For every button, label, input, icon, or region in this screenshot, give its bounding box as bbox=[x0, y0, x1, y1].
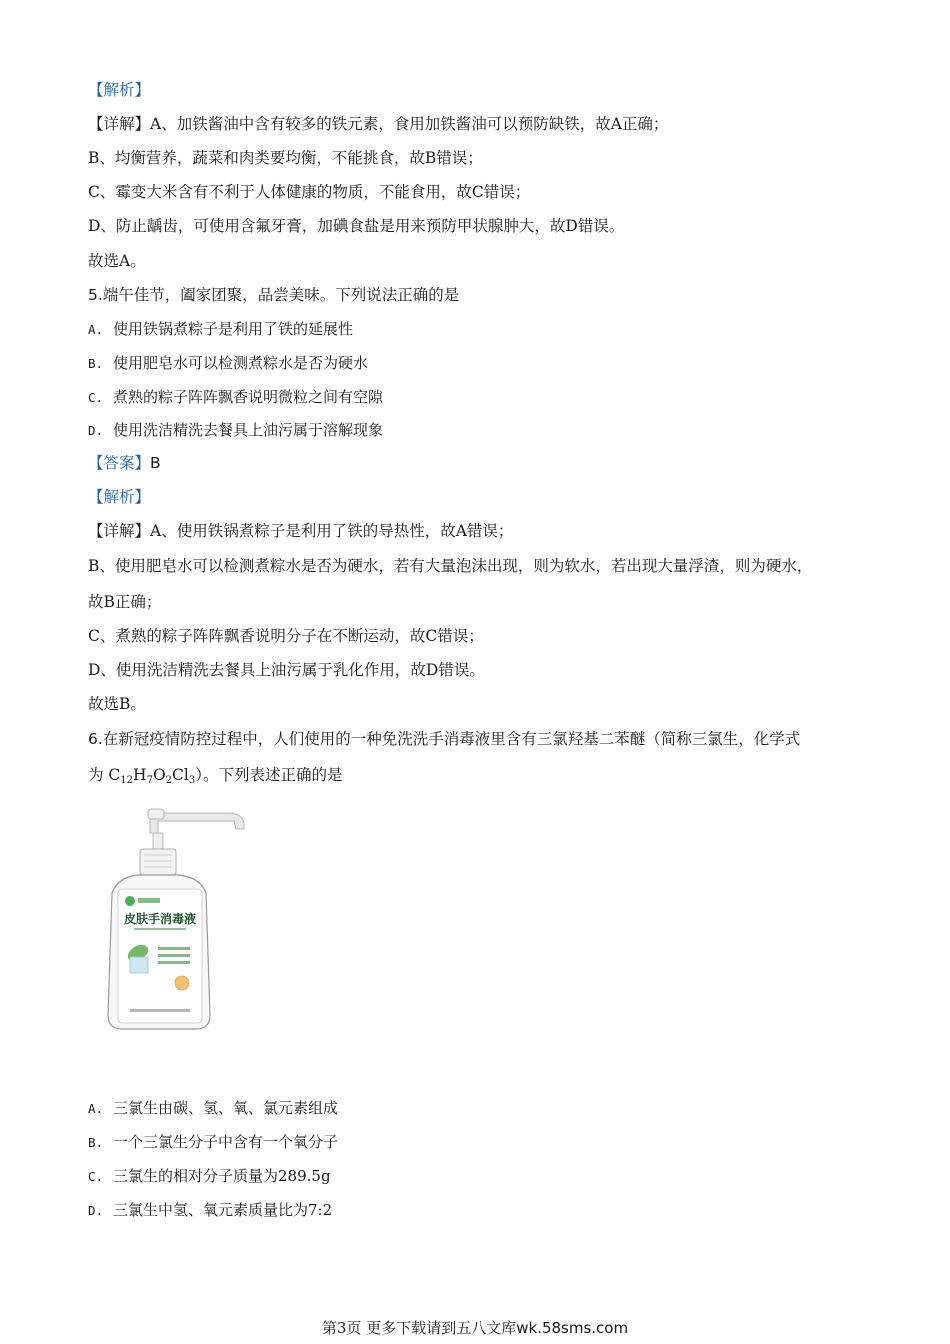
footer-link[interactable]: wk.58sms.com bbox=[516, 1319, 629, 1337]
detail-line-b: B、使用肥皂水可以检测煮粽水是否为硬水，若有大量泡沫出现，则为软水，若出现大量浮渣，则为硬水， bbox=[88, 557, 813, 575]
answer-line bbox=[88, 453, 161, 473]
sanitizer-bottle-image bbox=[100, 805, 250, 1035]
q6-option-b: B. 一个三氯生分子中含有一个氧分子 bbox=[88, 1133, 339, 1151]
page-number: 第3页 bbox=[321, 1319, 362, 1337]
bottle-label-title: 皮肤手消毒液 bbox=[123, 912, 197, 926]
footer-more-text: 更多下载请到五八文库 bbox=[366, 1319, 517, 1337]
ice-cube-icon bbox=[130, 957, 148, 973]
detail-line-a: 【详解】A、加铁酱油中含有较多的铁元素，食用加铁酱油可以预防缺铁，故A正确； bbox=[88, 115, 669, 133]
brand-logo-icon bbox=[125, 896, 135, 906]
question-number: 5. bbox=[88, 286, 103, 304]
page-footer bbox=[0, 1317, 950, 1338]
detail-line-c: C、霉变大米含有不利于人体健康的物质，不能食用，故C错误； bbox=[88, 183, 531, 201]
conclusion: 故选A。 bbox=[88, 252, 146, 270]
question-number: 6. bbox=[88, 730, 103, 748]
question-6-stem: 6.在新冠疫情防控过程中，人们使用的一种免洗洗手消毒液里含有三氯羟基二苯醚（简称三氯生，化学式 bbox=[88, 730, 801, 748]
q5-option-b: B. 使用肥皂水可以检测煮粽水是否为硬水 bbox=[88, 354, 369, 372]
seal-icon bbox=[175, 976, 189, 990]
detail-line-a: 【详解】A、使用铁锅煮粽子是利用了铁的导热性，故A错误； bbox=[88, 522, 514, 540]
detail-line-d: D、防止龋齿，可使用含氟牙膏，加碘食盐是用来预防甲状腺肿大，故D错误。 bbox=[88, 217, 625, 235]
detail-line-c: C、煮熟的粽子阵阵飘香说明分子在不断运动，故C错误； bbox=[88, 627, 484, 645]
answer-tag: 【答案】 bbox=[88, 454, 151, 472]
q6-option-c: C. 三氯生的相对分子质量为289.5g bbox=[88, 1167, 331, 1185]
detail-line-b-cont: 故B正确； bbox=[88, 593, 162, 611]
detail-tag: 【详解】 bbox=[88, 522, 151, 540]
analysis-heading: 【解析】 bbox=[88, 488, 151, 506]
detail-line-b: B、均衡营养，蔬菜和肉类要均衡，不能挑食，故B错误； bbox=[88, 149, 483, 167]
q5-option-d: D. 使用洗洁精洗去餐具上油污属于溶解现象 bbox=[88, 421, 384, 439]
q6-option-a: A. 三氯生由碳、氢、氧、氯元素组成 bbox=[88, 1099, 339, 1117]
answer-value: B bbox=[150, 454, 161, 472]
q5-option-c: C. 煮熟的粽子阵阵飘香说明微粒之间有空隙 bbox=[88, 388, 384, 406]
q5-option-a: A. 使用铁锅煮粽子是利用了铁的延展性 bbox=[88, 320, 354, 338]
question-5-stem: 5.端午佳节，阖家团聚，品尝美味。下列说法正确的是 bbox=[88, 286, 460, 304]
analysis-heading: 【解析】 bbox=[88, 81, 151, 99]
question-6-formula-line: 为 $C_{12}H_7O_2Cl_3$）。下列表述正确的是 bbox=[88, 766, 343, 786]
detail-tag: 【详解】 bbox=[88, 115, 151, 133]
q6-option-d: D. 三氯生中氢、氧元素质量比为7:2 bbox=[88, 1201, 333, 1219]
conclusion: 故选B。 bbox=[88, 695, 146, 713]
detail-line-d: D、使用洗洁精洗去餐具上油污属于乳化作用，故D错误。 bbox=[88, 661, 485, 679]
